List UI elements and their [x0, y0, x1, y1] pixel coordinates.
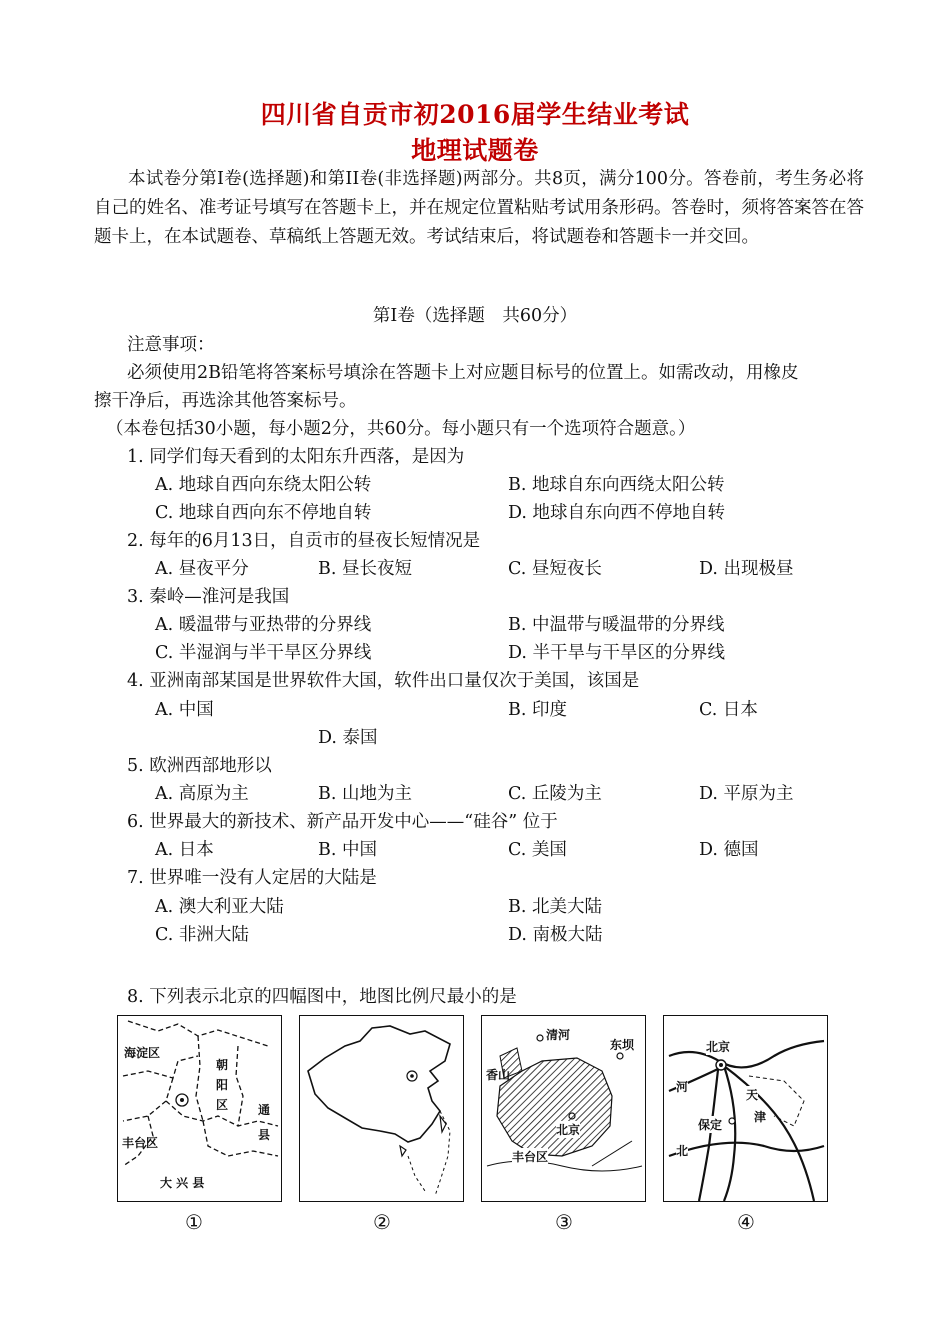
map-number: ③ [555, 1210, 573, 1234]
option: D. 南极大陆 [508, 925, 603, 945]
question-stem: 5. 欧洲西部地形以 [127, 756, 272, 776]
map-label: 津 [754, 1110, 767, 1124]
option: A. 地球自西向东绕太阳公转 [155, 475, 372, 495]
map-beijing-region [663, 1015, 828, 1202]
option: A. 澳大利亚大陆 [155, 897, 284, 917]
map-label: 朝 [216, 1058, 229, 1072]
map-number: ④ [737, 1210, 755, 1234]
question-stem: 4. 亚洲南部某国是世界软件大国，软件出口量仅次于美国，该国是 [127, 671, 640, 691]
map-label: 北京 [556, 1123, 581, 1137]
option: B. 印度 [508, 700, 567, 720]
map-label: 丰台区 [122, 1136, 159, 1150]
map-beijing-city [481, 1015, 646, 1202]
map-label: 东坝 [610, 1038, 635, 1052]
question-stem: 8. 下列表示北京的四幅图中，地图比例尺最小的是 [127, 987, 517, 1007]
notice-line-2: 擦干净后，再选涂其他答案标号。 [94, 391, 357, 411]
option: D. 出现极昼 [699, 559, 794, 579]
notice-label: 注意事项： [127, 335, 215, 355]
exam-subtitle: 地理试题卷 [411, 136, 539, 165]
option: C. 半湿润与半干旱区分界线 [155, 643, 372, 663]
option: D. 地球自东向西不停地自转 [508, 503, 726, 523]
option: C. 地球自西向东不停地自转 [155, 503, 372, 523]
option: A. 中国 [155, 700, 214, 720]
map-label: 北京 [706, 1040, 731, 1054]
map-label: 海淀区 [124, 1046, 161, 1060]
option: D. 泰国 [318, 728, 378, 748]
option: A. 高原为主 [155, 784, 249, 804]
map-label: 大 兴 县 [160, 1176, 205, 1190]
scope-note: （本卷包括30小题，每小题2分，共60分。每小题只有一个选项符合题意。） [106, 419, 696, 439]
exam-title: 四川省自贡市初2016届学生结业考试 [260, 100, 690, 129]
option: C. 昼短夜长 [508, 559, 602, 579]
question-stem: 2. 每年的6月13日，自贡市的昼夜长短情况是 [127, 531, 481, 551]
option: D. 德国 [699, 840, 759, 860]
option: B. 地球自东向西绕太阳公转 [508, 475, 725, 495]
intro-paragraph: 本试卷分第Ⅰ卷(选择题)和第II卷(非选择题)两部分。共8页，满分100分。答卷前，考生务必将自己的姓名、准考证号填写在答题卡上，并在规定位置粘贴考试用条形码。答卷时，须将答案答在答题卡上，在本试题卷、草稿纸上答题无效。考试结束后，将试题卷和答题卡一并交回。 [94, 169, 864, 247]
option: C. 丘陵为主 [508, 784, 602, 804]
option: B. 中国 [318, 840, 377, 860]
map-label: 清河 [546, 1028, 571, 1042]
question-stem: 6. 世界最大的新技术、新产品开发中心——“硅谷” 位于 [127, 812, 558, 832]
option: B. 北美大陆 [508, 897, 602, 917]
notice-line-1: 必须使用2B铅笔将答案标号填涂在答题卡上对应题目标号的位置上。如需改动，用橡皮 [127, 363, 799, 383]
map-label: 北 [676, 1144, 689, 1158]
question-stem: 7. 世界唯一没有人定居的大陆是 [127, 868, 377, 888]
option: D. 半干旱与干旱区的分界线 [508, 643, 726, 663]
map-label: 天 [746, 1088, 759, 1102]
option: B. 中温带与暖温带的分界线 [508, 615, 725, 635]
section-title: 第Ⅰ卷（选择题 共60分） [372, 306, 578, 326]
map-label: 区 [216, 1098, 229, 1112]
map-number: ① [185, 1210, 203, 1234]
map-label: 河 [676, 1080, 689, 1094]
map-beijing-districts [117, 1015, 282, 1202]
map-label: 保定 [698, 1118, 723, 1132]
map-label: 阳 [216, 1078, 229, 1092]
option: B. 山地为主 [318, 784, 412, 804]
option: A. 暖温带与亚热带的分界线 [155, 615, 372, 635]
map-label: 香山 [486, 1068, 511, 1082]
option: C. 非洲大陆 [155, 925, 249, 945]
question-stem: 3. 秦岭—淮河是我国 [127, 587, 290, 607]
china-outline [300, 1016, 465, 1203]
map-label: 丰台区 [512, 1150, 549, 1164]
map-number: ② [373, 1210, 391, 1234]
option: A. 日本 [155, 840, 214, 860]
option: B. 昼长夜短 [318, 559, 412, 579]
option: A. 昼夜平分 [155, 559, 249, 579]
map-label: 通 [258, 1103, 271, 1117]
option: C. 日本 [699, 700, 758, 720]
question-stem: 1. 同学们每天看到的太阳东升西落，是因为 [127, 447, 465, 467]
map-label: 县 [258, 1128, 271, 1142]
map-china [299, 1015, 464, 1202]
option: D. 平原为主 [699, 784, 794, 804]
regional-lines [664, 1016, 829, 1203]
option: C. 美国 [508, 840, 567, 860]
